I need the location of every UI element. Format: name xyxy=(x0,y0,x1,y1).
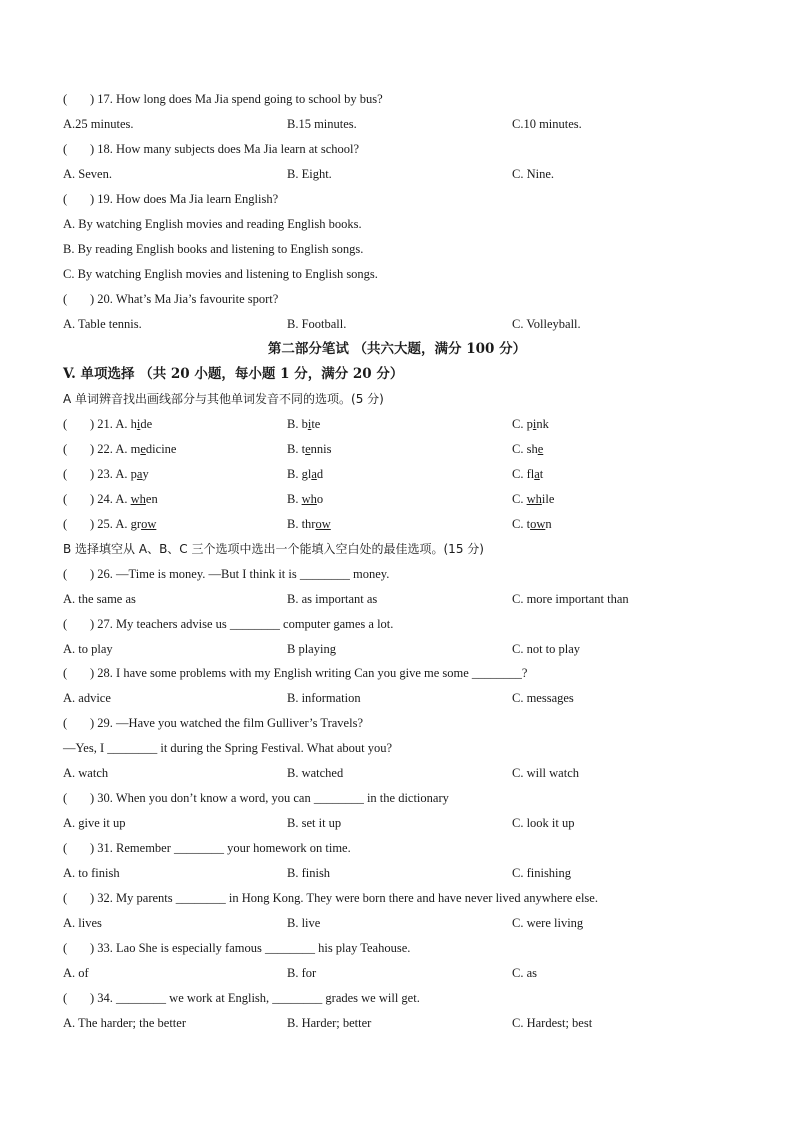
option-a: A. By watching English movies and reading English books. xyxy=(63,217,362,231)
answer-blank[interactable]: ( xyxy=(63,417,68,431)
answer-blank[interactable]: ( xyxy=(63,142,68,156)
option-b: B. Football. xyxy=(287,317,347,331)
option-b: B. glad xyxy=(287,467,324,481)
question-18: ( ) 18. How many subjects does Ma Jia learn at school? xyxy=(63,139,763,159)
question-32: ( ) 32. My parents ________ in Hong Kong. They were born there and have never lived anywhere else. xyxy=(63,888,763,908)
underlined-letters: e xyxy=(305,442,311,456)
option-c: C. Volleyball. xyxy=(512,317,581,331)
option-a: A. The harder; the better xyxy=(63,1016,186,1030)
option-b: B. information xyxy=(287,691,361,705)
options-17 xyxy=(63,114,763,134)
option-c: C. not to play xyxy=(512,642,581,656)
underlined-letters: a xyxy=(311,467,317,481)
underlined-letters: wh xyxy=(130,492,146,506)
option-c: C. Nine. xyxy=(512,167,555,181)
option-b: B playing xyxy=(287,642,336,656)
question-text: ________ we work at English, ________ grades we will get. xyxy=(116,991,420,1005)
answer-blank[interactable]: ( xyxy=(63,517,68,531)
options-26 xyxy=(63,589,763,609)
option-c: C. flat xyxy=(512,467,544,481)
question-text: My parents ________ in Hong Kong. They were born there and have never lived anywhere else. xyxy=(116,891,598,905)
option-a: A. medicine xyxy=(115,442,177,456)
option-c: C. Hardest; best xyxy=(512,1016,593,1030)
underlined-letters: i xyxy=(532,417,537,431)
option-b: B. tennis xyxy=(287,442,332,456)
question-26: ( ) 26. —Time is money. —But I think it is ________ money. xyxy=(63,564,763,584)
option-a: A. Table tennis. xyxy=(63,317,142,331)
underlined-letters: wh xyxy=(526,492,542,506)
option-b: B. throw xyxy=(287,517,331,531)
question-24: ( ) 24. A. when B. who C. while xyxy=(63,489,763,509)
options-29 xyxy=(63,763,763,783)
section-five-title: V. 单项选择 （共 20 小题，每小题 1 分，满分 20 分） xyxy=(63,366,404,382)
option-a: A. watch xyxy=(63,766,109,780)
options-32 xyxy=(63,913,763,933)
option-c: C. she xyxy=(512,442,544,456)
option-a: A. hide xyxy=(115,417,153,431)
options-34 xyxy=(63,1013,763,1033)
answer-blank[interactable]: ( xyxy=(63,92,68,106)
question-33: ( ) 33. Lao She is especially famous ________ his play Teahouse. xyxy=(63,938,763,958)
underlined-letters: e xyxy=(140,442,146,456)
answer-blank[interactable]: ( xyxy=(63,192,68,206)
answer-blank[interactable]: ( xyxy=(63,442,68,456)
option-b: B. Harder; better xyxy=(287,1016,372,1030)
answer-blank[interactable]: ( xyxy=(63,666,68,680)
question-text: When you don’t know a word, you can ________ in the dictionary xyxy=(115,791,449,805)
option-a: A. to finish xyxy=(63,866,120,880)
underlined-letters: i xyxy=(136,417,141,431)
part-a-instructions: A 单词辨音找出画线部分与其他单词发音不同的选项。(5 分) xyxy=(63,392,384,406)
option-a: A. advice xyxy=(63,691,111,705)
options-28 xyxy=(63,688,763,708)
option-b: B. watched xyxy=(287,766,344,780)
option-a: A. lives xyxy=(63,916,102,930)
question-19: ( ) 19. How does Ma Jia learn English? xyxy=(63,189,763,209)
underlined-letters: a xyxy=(136,467,143,481)
option-b: B. for xyxy=(287,966,317,980)
question-23: ( ) 23. A. pay B. glad C. flat xyxy=(63,464,763,484)
option-c: C.10 minutes. xyxy=(512,117,582,131)
option-c: C. pink xyxy=(512,417,549,431)
option-a: A. Seven. xyxy=(63,167,112,181)
option-b: B. as important as xyxy=(287,592,378,606)
question-25: ( ) 25. A. grow B. throw C. town xyxy=(63,514,763,534)
underlined-letters: ow xyxy=(315,517,331,531)
option-a: A. of xyxy=(63,966,89,980)
question-21: ( ) 21. A. hide B. bite C. pink xyxy=(63,414,763,434)
question-text: Remember ________ your homework on time. xyxy=(116,841,351,855)
answer-blank[interactable]: ( xyxy=(63,716,68,730)
part-two-title: 第二部分笔试 （共六大题，满分 100 分） xyxy=(267,341,527,357)
option-a: A.25 minutes. xyxy=(63,117,134,131)
answer-blank[interactable]: ( xyxy=(63,891,68,905)
question-text: I have some problems with my English writing Can you give me some ________? xyxy=(116,666,528,680)
question-text: My teachers advise us ________ computer games a lot. xyxy=(116,617,394,631)
question-29: ( ) 29. —Have you watched the film Gulliver’s Travels? xyxy=(63,713,763,733)
question-27: ( ) 27. My teachers advise us ________ computer games a lot. xyxy=(63,614,763,634)
part-b-instructions: B 选择填空从 A、B、C 三个选项中选出一个能填入空白处的最佳选项。(15 分) xyxy=(63,542,484,556)
option-b: B.15 minutes. xyxy=(287,117,357,131)
answer-blank[interactable]: ( xyxy=(63,567,68,581)
answer-blank[interactable]: ( xyxy=(63,841,68,855)
underlined-letters: a xyxy=(534,467,540,481)
underlined-letters: ow xyxy=(530,517,546,531)
answer-blank[interactable]: ( xyxy=(63,467,68,481)
answer-blank[interactable]: ( xyxy=(63,292,68,306)
question-22: ( ) 22. A. medicine B. tennis C. she xyxy=(63,439,763,459)
question-text: Lao She is especially famous ________ his play Teahouse. xyxy=(116,941,411,955)
question-20: ( ) 20. What’s Ma Jia’s favourite sport? xyxy=(63,289,763,309)
options-30 xyxy=(63,813,763,833)
option-b: B. live xyxy=(287,916,321,930)
answer-blank[interactable]: ( xyxy=(63,492,68,506)
question-text: What’s Ma Jia’s favourite sport? xyxy=(115,292,279,306)
option-b: B. set it up xyxy=(287,816,342,830)
option-c: C. were living xyxy=(512,916,584,930)
option-b: B. bite xyxy=(287,417,321,431)
option-c: C. look it up xyxy=(512,816,575,830)
underlined-letters: e xyxy=(537,442,544,456)
option-c: C. By watching English movies and listening to English songs. xyxy=(63,267,378,281)
question-text: How does Ma Jia learn English? xyxy=(116,192,279,206)
option-c: C. messages xyxy=(512,691,574,705)
options-20 xyxy=(63,314,763,334)
option-c: C. while xyxy=(512,492,555,506)
option-c: C. will watch xyxy=(512,766,580,780)
question-30: ( ) 30. When you don’t know a word, you can ________ in the dictionary xyxy=(63,788,763,808)
option-b: B. who xyxy=(287,492,324,506)
underlined-letters: ow xyxy=(141,517,157,531)
underlined-letters: wh xyxy=(301,492,317,506)
option-a: A. pay xyxy=(115,467,149,481)
options-31 xyxy=(63,863,763,883)
answer-blank[interactable]: ( xyxy=(63,791,68,805)
question-text: —Time is money. —But I think it is ________ money. xyxy=(116,567,390,581)
question-text: How many subjects does Ma Jia learn at school? xyxy=(116,142,360,156)
question-text: —Have you watched the film Gulliver’s Travels? xyxy=(116,716,363,730)
option-a: A. grow xyxy=(115,517,157,531)
answer-blank[interactable]: ( xyxy=(63,617,68,631)
option-b: B. finish xyxy=(287,866,331,880)
option-c: C. more important than xyxy=(512,592,629,606)
option-a: A. to play xyxy=(63,642,113,656)
question-text: How long does Ma Jia spend going to school by bus? xyxy=(116,92,383,106)
question-34: ( ) 34. ________ we work at English, ________ grades we will get. xyxy=(63,988,763,1008)
option-a: A. the same as xyxy=(63,592,136,606)
option-c: C. as xyxy=(512,966,537,980)
question-31: ( ) 31. Remember ________ your homework on time. xyxy=(63,838,763,858)
option-b: B. Eight. xyxy=(287,167,332,181)
options-18 xyxy=(63,164,763,184)
answer-blank[interactable]: ( xyxy=(63,941,68,955)
question-17: ( ) 17. How long does Ma Jia spend going to school by bus? xyxy=(63,89,763,109)
option-c: C. town xyxy=(512,517,552,531)
question-29-reply: —Yes, I ________ it during the Spring Festival. What about you? xyxy=(63,741,393,755)
underlined-letters: i xyxy=(307,417,312,431)
option-b: B. By reading English books and listening to English songs. xyxy=(63,242,364,256)
option-a: A. give it up xyxy=(63,816,126,830)
answer-blank[interactable]: ( xyxy=(63,991,68,1005)
question-28: ( ) 28. I have some problems with my English writing Can you give me some ________? xyxy=(63,663,763,683)
options-27 xyxy=(63,639,763,659)
option-c: C. finishing xyxy=(512,866,572,880)
option-a: A. when xyxy=(115,492,158,506)
options-33 xyxy=(63,963,763,983)
